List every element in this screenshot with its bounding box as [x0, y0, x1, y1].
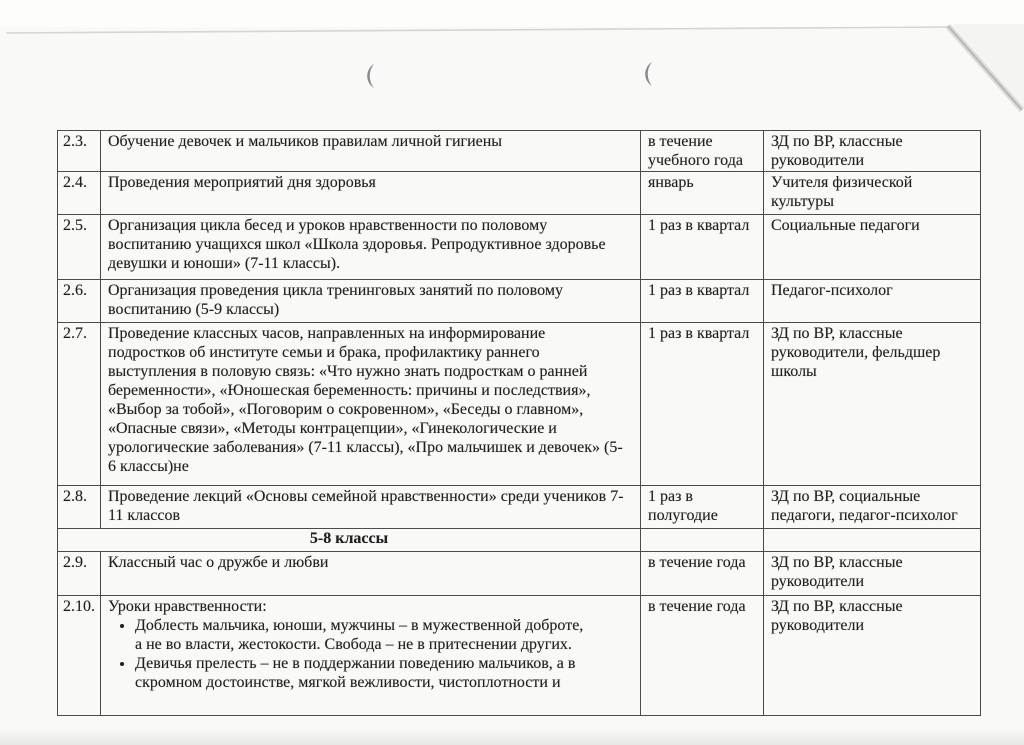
section-row — [58, 529, 981, 552]
activity-text: Уроки нравственности: — [108, 598, 267, 615]
row-number-cell: 2.8. — [58, 486, 101, 529]
activity-cell — [101, 323, 641, 486]
activity-cell — [101, 215, 641, 280]
plan-table — [57, 130, 981, 716]
activity-text: Проведение классных часов, направленных на информирование подростков об институте семьи и брака, профилактику раннего выступления в половую связь: «Что нужно знать подросткам о ранней беременности», «Юношеская беременность: причины и последствия», «Выбор за тобой», «Поговорим о сокровенном», «Беседы о главном», «Опасные связи», «Методы контрацепции», «Гинекологические и урологические заболевания» (7-11 классы), «Про мальчишек и девочек» (5-6 классы)не — [108, 325, 623, 475]
table-row — [58, 280, 981, 323]
page-top-edge — [6, 27, 948, 33]
activity-text: Обучение девочек и мальчиков правилам личной гигиены — [108, 133, 503, 150]
activity-bullet-item: • Девичья прелесть – не в поддержании поведению мальчиков, а в скромном достоинстве, мягкой вежливости, чистоплотности и — [135, 654, 587, 692]
table-row — [58, 215, 981, 280]
row-number-cell: 2.10. — [58, 596, 101, 716]
responsible-cell: Учителя физической культуры — [764, 172, 981, 215]
timing-cell: в течение года — [641, 552, 764, 596]
table-row — [58, 486, 981, 529]
row-number-cell: 2.7. — [58, 323, 101, 486]
row-number-cell: 2.4. — [58, 172, 101, 215]
table-row — [58, 552, 981, 596]
responsible-cell-empty — [764, 529, 981, 552]
table-row — [58, 596, 981, 716]
timing-cell-empty — [641, 529, 764, 552]
responsible-cell: ЗД по ВР, классные руководители — [764, 552, 981, 596]
row-number-cell: 2.9. — [58, 552, 101, 596]
activity-bullet-list — [108, 616, 587, 692]
timing-cell: 1 раз в квартал — [641, 280, 764, 323]
activity-cell — [101, 596, 641, 716]
timing-cell: январь — [641, 172, 764, 215]
row-number-cell: 2.5. — [58, 215, 101, 280]
activity-text: Проведение лекций «Основы семейной нравственности» среди учеников 7-11 классов — [108, 488, 624, 524]
activity-text: Организация проведения цикла тренинговых занятий по половому воспитанию (5-9 классы) — [108, 282, 563, 318]
timing-cell: 1 раз в квартал — [641, 215, 764, 280]
row-number-cell: 2.6. — [58, 280, 101, 323]
activity-text: Организация цикла бесед и уроков нравственности по половому воспитанию учащихся школ «Школа здоровья. Репродуктивное здоровье девушки и юноши» (7-11 классы). — [108, 217, 606, 272]
activity-text: Проведения мероприятий дня здоровья — [108, 174, 376, 191]
responsible-cell: ЗД по ВР, социальные педагоги, педагог-психолог — [764, 486, 981, 529]
activity-text: Классный час о дружбе и любви — [108, 554, 329, 571]
timing-cell: 1 раз в полугодие — [641, 486, 764, 529]
activity-cell — [101, 486, 641, 529]
timing-cell: в течение года — [641, 596, 764, 716]
section-header: 5-8 классы — [58, 529, 641, 552]
responsible-cell: Социальные педагоги — [764, 215, 981, 280]
responsible-cell: ЗД по ВР, классные руководители — [764, 131, 981, 172]
table-row — [58, 172, 981, 215]
activity-cell — [101, 280, 641, 323]
responsible-cell: ЗД по ВР, классные руководители, фельдшер школы — [764, 323, 981, 486]
responsible-cell: Педагог-психолог — [764, 280, 981, 323]
activity-cell — [101, 552, 641, 596]
timing-cell: 1 раз в квартал — [641, 323, 764, 486]
table-row — [58, 323, 981, 486]
row-number-cell: 2.3. — [58, 131, 101, 172]
responsible-cell: ЗД по ВР, классные руководители — [764, 596, 981, 716]
activity-bullet-item: • Доблесть мальчика, юноши, мужчины – в мужественной доброте, а не во власти, жестокости. Свобода – не в притеснении других. — [135, 616, 587, 654]
hole-punch-icon — [645, 62, 652, 86]
hole-punch-icon — [367, 64, 374, 88]
activity-cell — [101, 131, 641, 172]
plan-table-body — [58, 131, 981, 716]
corner-fold-area — [952, 24, 1024, 108]
activity-cell — [101, 172, 641, 215]
scanner-lid-strip — [0, 0, 1024, 27]
table-row — [58, 131, 981, 172]
timing-cell: в течение учебного года — [641, 131, 764, 172]
